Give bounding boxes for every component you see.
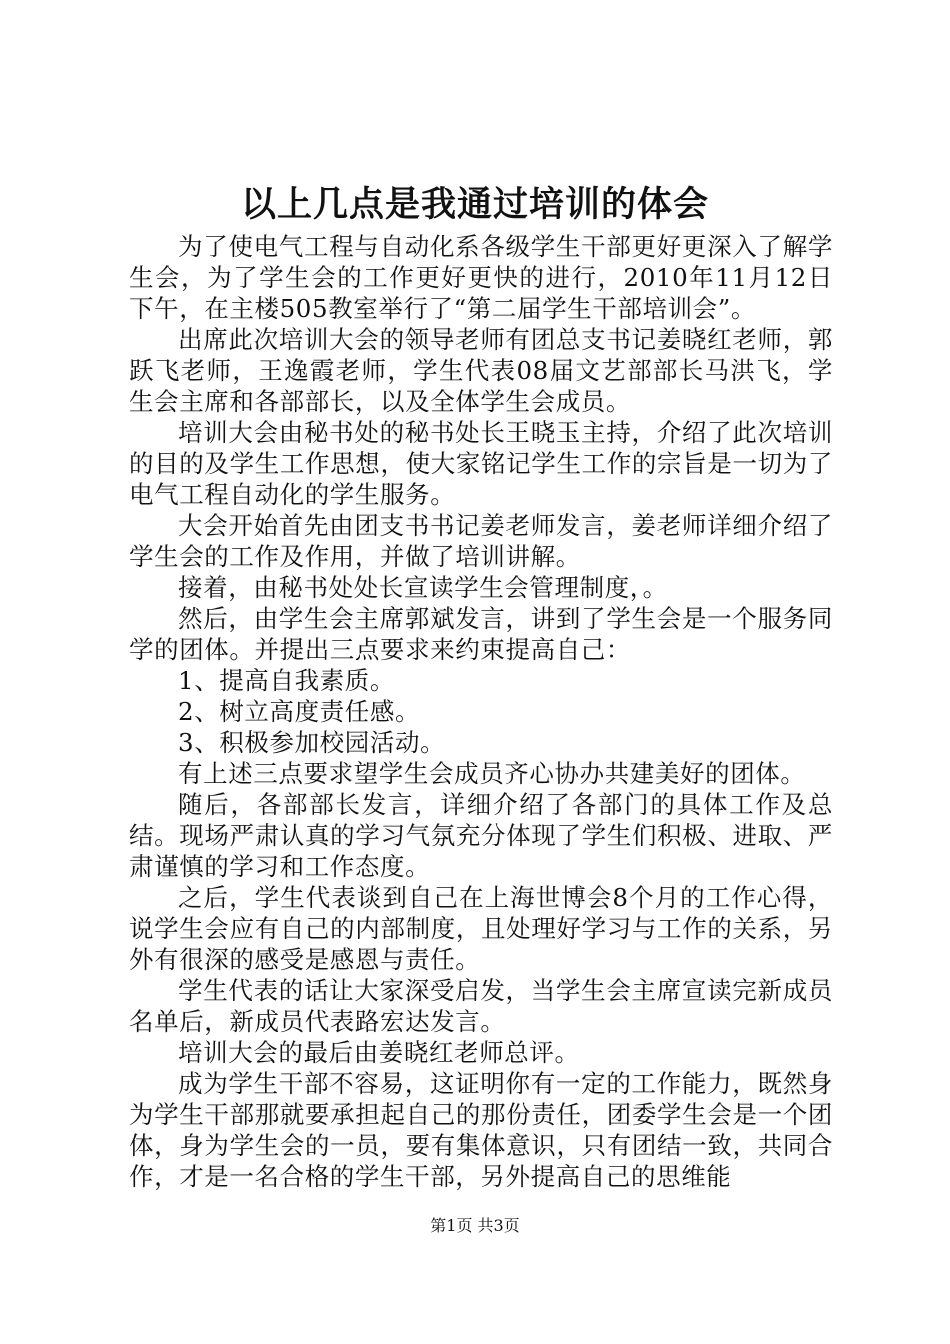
paragraph: 随后，各部部长发言，详细介绍了各部门的具体工作及总结。现场严肃认真的学习气氛充分体现了学生们积极、进取、严肃谨慎的学习和工作态度。 bbox=[129, 790, 833, 881]
paragraph: 成为学生干部不容易，这证明你有一定的工作能力，既然身为学生干部那就要承担起自己的那份责任，团委学生会是一个团体，身为学生会的一员，要有集体意识，只有团结一致，共同合作，才是一名合格的学生干部，另外提高自己的思维能 bbox=[129, 1069, 833, 1191]
document-title: 以上几点是我通过培训的体会 bbox=[240, 184, 709, 225]
list-item: 1、提高自我素质。 bbox=[178, 666, 395, 695]
page-number: 第1页 共3页 bbox=[430, 1216, 520, 1235]
paragraph: 有上述三点要求望学生会成员齐心协办共建美好的团体。 bbox=[178, 759, 806, 788]
document-body bbox=[129, 231, 833, 1192]
list-item: 2、树立高度责任感。 bbox=[178, 697, 421, 726]
paragraph: 培训大会由秘书处的秘书处长王晓玉主持，介绍了此次培训的目的及学生工作思想，使大家铭记学生工作的宗旨是一切为了电气工程自动化的学生服务。 bbox=[129, 418, 833, 509]
paragraph: 学生代表的话让大家深受启发，当学生会主席宣读完新成员名单后，新成员代表路宏达发言。 bbox=[129, 976, 833, 1036]
paragraph: 接着，由秘书处处长宣读学生会管理制度，。 bbox=[178, 573, 668, 602]
paragraph: 大会开始首先由团支书书记姜老师发言，姜老师详细介绍了学生会的工作及作用，并做了培训讲解。 bbox=[129, 511, 833, 571]
paragraph: 然后，由学生会主席郭斌发言，讲到了学生会是一个服务同学的团体。并提出三点要求来约束提高自己： bbox=[129, 604, 833, 664]
paragraph: 出席此次培训大会的领导老师有团总支书记姜晓红老师，郭跃飞老师，王逸霞老师，学生代表08届文艺部部长马洪飞，学生会主席和各部部长，以及全体学生会成员。 bbox=[129, 325, 833, 416]
paragraph: 培训大会的最后由姜晓红老师总评。 bbox=[178, 1038, 580, 1067]
list-item: 3、积极参加校园活动。 bbox=[178, 728, 446, 757]
paragraph: 之后，学生代表谈到自己在上海世博会8个月的工作心得，说学生会应有自己的内部制度，且处理好学习与工作的关系，另外有很深的感受是感恩与责任。 bbox=[129, 883, 833, 974]
paragraph: 为了使电气工程与自动化系各级学生干部更好更深入了解学生会，为了学生会的工作更好更快的进行，2010年11月12日下午，在主楼505教室举行了“第二届学生干部培训会”。 bbox=[129, 232, 833, 323]
